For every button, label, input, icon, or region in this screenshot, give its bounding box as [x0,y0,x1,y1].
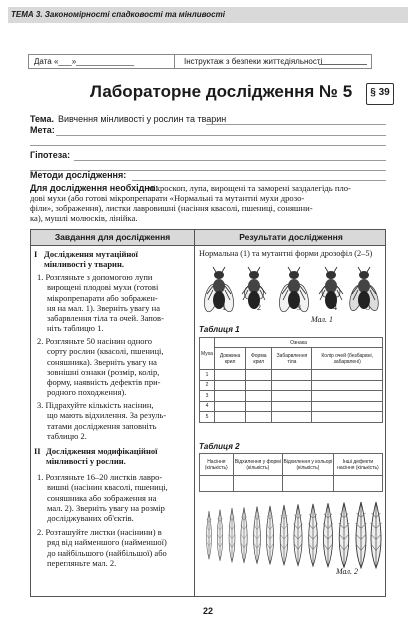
fig1-num: 2 [257,303,261,312]
table-2 [199,453,383,492]
fly-3 [277,267,311,313]
task-1-line: ня на мал. 1). Зверніть увагу на [47,302,160,313]
page-number: 22 [202,606,213,616]
table-row [200,370,383,381]
table2-cell[interactable] [283,476,334,492]
leaf [323,503,333,567]
table2-caption: Таблиця 2 [199,442,240,451]
leaf [294,504,303,565]
hypothesis-line-1[interactable] [74,160,386,161]
topic-bar: ТЕМА 3. Закономірності спадковості та мінливості [8,7,408,23]
fig2-caption: Мал. 2 [336,567,359,576]
tema-line [206,124,386,125]
table1-cell[interactable] [246,380,272,391]
section-2-line: Дослідження модифікаційної [46,446,158,456]
fly-2 [242,267,266,309]
paragraph-badge: § 39 [366,83,394,105]
task-4-line: соняшника або зображення на [47,492,157,503]
table1-cell[interactable] [215,401,246,412]
table-1 [199,337,383,423]
leaf [371,502,382,568]
table1-cell[interactable] [312,380,383,391]
leaf [229,508,236,562]
fig1-num: 4 [333,303,337,312]
meta-line-2[interactable] [30,145,386,146]
leaf [356,502,367,568]
box-divider [174,55,175,68]
task-3-line: татами дослідження заповніть [47,420,157,431]
table1-cell[interactable] [312,370,383,381]
leaf [266,506,274,564]
fig1-caption: Мал. 1 [311,315,334,324]
table1-cell[interactable] [215,412,246,423]
date-label: Дата «___»_____________ [34,57,135,66]
table2-header: Відхилення у формі (кількість) [233,454,282,476]
table1-row-num: 1 [200,370,215,381]
table1-col-fly: Муха [200,338,215,370]
table1-caption: Таблиця 1 [199,325,240,334]
task-2-line: форму, наявність дефектів при- [47,377,161,388]
table1-cell[interactable] [272,401,312,412]
meta-label: Мета: [30,125,55,135]
research-table-header [31,230,385,246]
table2-cell[interactable] [233,476,282,492]
equipment-label: Для дослідження необхідно: [30,183,159,193]
date-instruction-box [28,54,372,69]
table2-cell[interactable] [200,476,234,492]
task-1-line: ніть таблицю 1. [47,323,104,334]
task-5-line: 2. Розташуйте листки (насінини) в [37,527,162,537]
col-results-header: Результати дослідження [239,232,343,242]
section-2-number: II [34,446,41,456]
fly-1 [202,267,236,313]
task-5 [37,527,192,568]
table-row [200,391,383,402]
task-1-line: забарвлення тіла та очей. Запов- [47,313,164,324]
task-5-line: перегляньте мал. 2. [47,557,117,568]
table1-cell[interactable] [272,391,312,402]
task-2 [37,336,192,398]
methods-label: Методи дослідження: [30,170,127,180]
table1-row-num: 5 [200,412,215,423]
task-4-line: 1. Розгляньте 16–20 листків лавро- [37,472,163,482]
meta-line-1[interactable] [56,135,386,136]
table-row [200,380,383,391]
table1-cell[interactable] [272,412,312,423]
leaf [241,507,248,562]
research-table [30,229,386,597]
table-row [200,412,383,423]
task-1-line: вирощені плодові мухи (готові [47,282,159,293]
equipment-line-4: ка), мушлі молюсків, лінійка. [30,213,138,223]
column-divider [194,230,195,596]
task-2-line: зовнішні ознаки (розмір, колір, [47,366,160,377]
instruction-label: Інструктаж з безпеки життєдіяльності [184,57,323,66]
fig1-num: 1 [222,303,226,312]
leaf [280,505,289,565]
task-1 [37,272,192,334]
task-3-line: 3. Підрахуйте кількість насінин, [37,400,154,410]
table1-cell[interactable] [312,391,383,402]
table1-sub: Забарвлення тіла [272,348,312,370]
task-1-line: мікропрепарати або зображен- [47,292,158,303]
fig1-num: 3 [297,303,301,312]
leaf [339,503,350,568]
table2-header: Відхилення у кольорі (кількість) [283,454,334,476]
leaf [217,510,223,561]
task-2-line: соняшника). Зверніть увагу на [47,356,157,367]
table1-cell[interactable] [215,380,246,391]
equipment-line-1: мікроскоп, лупа, вирощені та заморені заздалегідь пло- [148,183,351,193]
table1-row-num: 4 [200,401,215,412]
table1-cell[interactable] [215,391,246,402]
table2-cell[interactable] [333,476,382,492]
table1-sub: Колір очей (безбарвні, забарвлені) [312,348,383,370]
tema-label: Тема. [30,114,54,124]
fig1-num: 5 [366,303,370,312]
table1-row-num: 2 [200,380,215,391]
drosophila-illustration [199,262,383,324]
table1-cell[interactable] [246,391,272,402]
task-4 [37,472,192,523]
task-4-line: досліджуваних об'єктів. [47,513,134,524]
table1-sub: Довжина крил [215,348,246,370]
task-2-line: 2. Розгляньте 50 насінин одного [37,336,153,346]
leaf [253,507,261,564]
table1-sub: Форма крил [246,348,272,370]
table-row [200,401,383,412]
hypothesis-label: Гіпотеза: [30,150,71,160]
section-1-title [44,249,192,270]
equipment-line-3: філи», зображення), листки лавровишні (насіння квасолі, пшениці, соняшни- [30,203,313,213]
equipment-line-2: дові мухи (або готові мікропрепарати «Нормальні та мутантні мухи дрозо- [30,193,305,203]
table1-cell[interactable] [312,401,383,412]
table1-cell[interactable] [272,380,312,391]
section-1-line: мінливості у тварин. [44,259,124,270]
task-1-line: 1. Розгляньте з допомогою лупи [37,272,153,282]
table1-cell[interactable] [246,370,272,381]
leaf [308,504,318,566]
fly-4 [319,267,343,309]
task-3-line: таблицю 2. [47,430,87,441]
methods-line[interactable] [132,180,386,181]
fig1-title: Нормальна (1) та мутантні форми дрозофіл (2–5) [199,249,373,258]
table2-header: Інші дефекти насіння (кількість) [333,454,382,476]
task-2-line: родного походження). [47,387,127,398]
table1-cell[interactable] [215,370,246,381]
fly-5 [347,267,380,312]
task-3 [37,400,192,441]
table1-cell[interactable] [312,412,383,423]
laurel-leaves-illustration [203,500,383,570]
section-2-line: мінливості у рослин. [46,456,126,467]
table2-header: Насіння (кількість) [200,454,234,476]
task-3-line: що мають відхилення. За резуль- [47,410,167,421]
table1-cell[interactable] [246,401,272,412]
page-title: Лабораторне дослідження № 5 [90,82,353,101]
table1-col-trait: Ознака [215,338,383,348]
signature-line [319,64,367,65]
section-1-number: I [34,249,38,259]
tema-value: Вивчення мінливості у рослин та тварин [58,114,227,124]
task-5-line: ряд від найменшого (найменшої) [47,537,167,548]
col-tasks-header: Завдання для дослідження [54,232,171,242]
table1-cell[interactable] [272,370,312,381]
table1-row-num: 3 [200,391,215,402]
task-2-line: сорту рослин (квасолі, пшениці, [47,346,164,357]
section-1-line: Дослідження мутаційної [44,249,138,259]
task-4-line: мал. 2). Зверніть увагу на розмір [47,502,165,513]
table1-cell[interactable] [246,412,272,423]
task-4-line: вишні (насінин квасолі, пшениці, [47,482,168,493]
section-2-title [46,446,192,467]
leaf [206,511,212,559]
table-row [200,476,383,492]
task-5-line: до найбільшого (найбільшої) або [47,547,167,558]
